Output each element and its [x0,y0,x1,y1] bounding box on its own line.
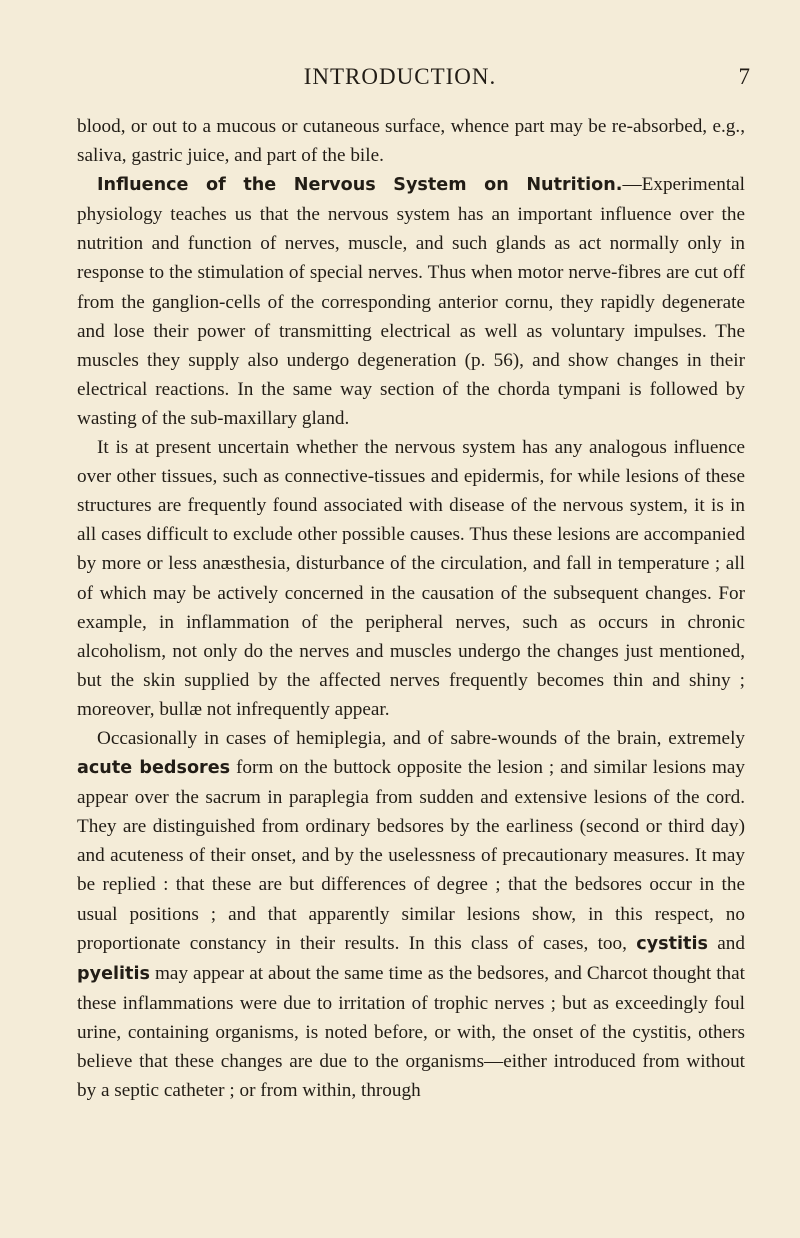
running-title: INTRODUCTION. [303,64,497,89]
body-text [77,112,745,1105]
term-pyelitis: pyelitis [77,963,150,984]
running-head [0,64,800,94]
paragraph-text: form on the buttock opposite the lesion ; and similar lesions may appear over the sacrum in paraplegia from sudden and extensive lesions of the cord. They are distinguished from ordinary bedsores by the earliness (second or third day) and acuteness of their onset, and by the uselessness of precautionary measures. It may be replied : that these are but differences of degree ; that the bedsores occur in the usual positions ; and that apparently similar lesions show, in this respect, no proportionate constancy in their results. In this class of cases, too, [77,757,746,954]
paragraph-text: —Experimental physiology teaches us that the nervous system has an important influence over the nutrition and function of nerves, muscle, and such glands as act normally only in response to the stimulation of special nerves. Thus when motor nerve-fibres are cut off from the ganglion-cells of the corresponding anterior cornu, they rapidly degenerate and lose their power of transmitting electrical as well as voluntary impulses. The muscles they supply also undergo degeneration (p. 56), and show changes in their electrical reactions. In the same way section of the chorda tympani is followed by wasting of the sub-maxillary gland. [77,174,745,429]
paragraph-continuation: blood, or out to a mucous or cutaneous surface, whence part may be re-absorbed, e.g., saliva, gastric juice, and part of the bile. [77,116,745,167]
paragraph-text: may appear at about the same time as the bedsores, and Charcot thought that these inflammations were due to irritation of trophic nerves ; but as exceedingly foul urine, containing organisms, is noted before, or with, the onset of the cystitis, others believe that these changes are due to the organisms—either introduced from without by a septic catheter ; or from within, through [77,962,745,1102]
section-heading: Influence of the Nervous System on Nutrition. [97,175,623,196]
term-acute-bedsores: acute bedsores [77,758,231,779]
paragraph-bedsores [77,724,745,1105]
paragraph-text: Occasionally in cases of hemiplegia, and of sabre-wounds of the brain, extremely [97,727,745,749]
page-number: 7 [738,64,750,89]
paragraph-text: and [707,932,745,954]
paragraph-nervous-system [77,170,745,433]
paragraph-other-tissues: It is at present uncertain whether the nervous system has any analogous influence over other tissues, such as connective-tissues and epidermis, for while lesions of these structures are frequently found associated with disease of the nervous system, it is in all cases difficult to exclude other possible causes. Thus these lesions are accompanied by more or less anæsthesia, disturbance of the circulation, and fall in temperature ; all of which may be actively concerned in the causation of the subsequent changes. For example, in inflammation of the peripheral nerves, such as occurs in chronic alcoholism, not only do the nerves and muscles undergo the changes just mentioned, but the skin supplied by the affected nerves frequently becomes thin and shiny ; moreover, bullæ not infrequently appear. [77,437,745,720]
term-cystitis: cystitis [636,933,708,954]
